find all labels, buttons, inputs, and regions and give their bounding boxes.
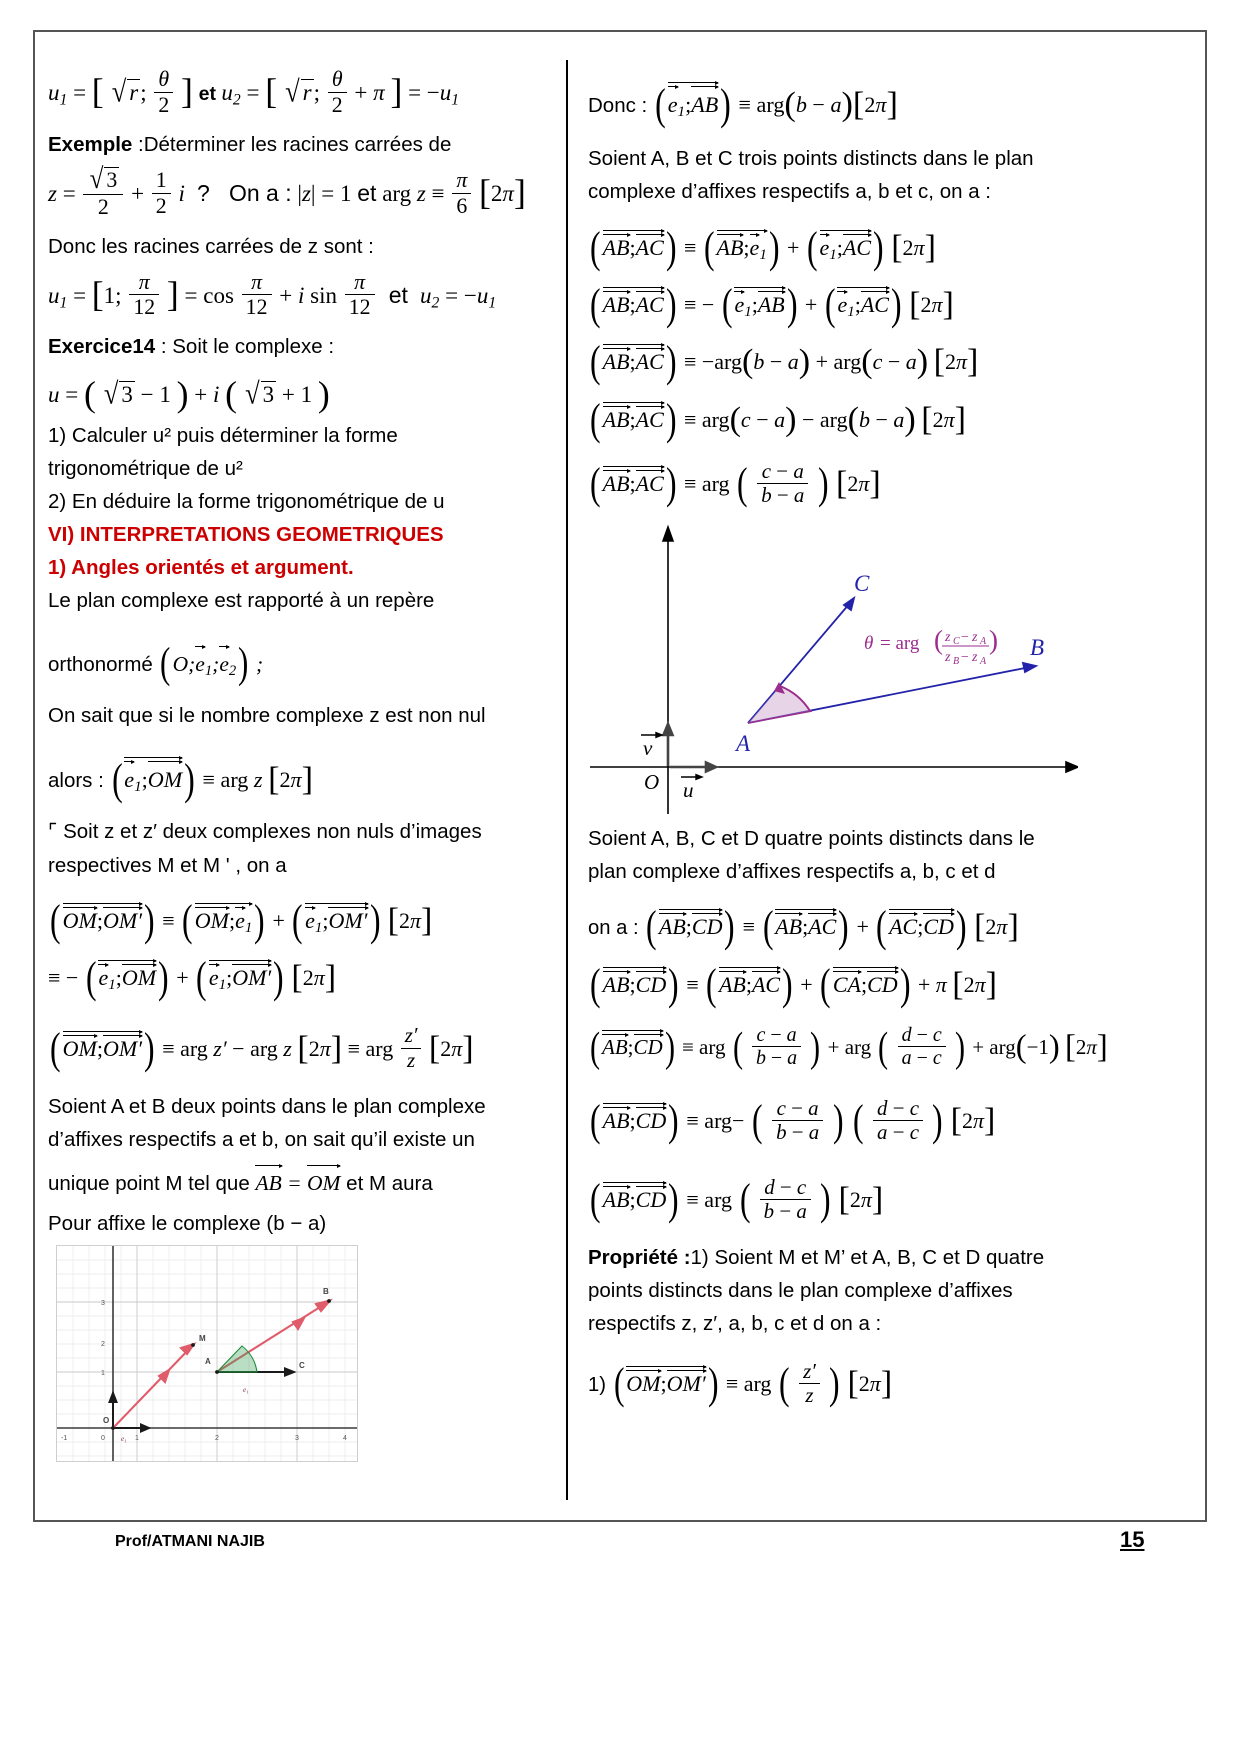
example-paragraph <box>48 129 544 160</box>
propriete-text-2: points distincts dans le plan complexe d’affixes <box>588 1279 1013 1303</box>
svg-text:M: M <box>199 1333 206 1343</box>
svg-text:2: 2 <box>215 1434 219 1442</box>
svg-text:4: 4 <box>343 1434 347 1442</box>
question-2: 2) En déduire la forme trigonométrique de u <box>48 489 445 513</box>
on-a-prefix: on a : <box>588 917 645 940</box>
soient-abc-line2: complexe d’affixes respectifs a, b et c, on a : <box>588 180 991 204</box>
soient-ab-line2: d’affixes respectifs a et b, on sait qu’il existe un <box>48 1127 475 1151</box>
prop-eq-1: 1) (OM;OM′) ≡ arg ( $\frac{z'}{z}$ ) [2π] <box>588 1358 893 1409</box>
eq-ab-ac-5: (AB;AC) ≡ arg ( $\frac{c - a}{b - a}$ ) [2π] <box>590 458 881 509</box>
eq-cd-1: on a : (AB;CD) ≡ (AB;AC) + (AC;CD) [2π] <box>588 902 1019 952</box>
soient-ab-line3: unique point M tel que AB = OM et M aura <box>48 1163 544 1200</box>
eq-ab-ac-4: (AB;AC) ≡ arg(c − a) − arg(b − a) [2π] <box>590 394 966 444</box>
svg-text:z: z <box>945 630 951 646</box>
soient-ab-line1: Soient A et B deux points dans le plan complexe <box>48 1094 486 1118</box>
plan-complexe-line2: orthonormé $(O;e_1;e_2)$ ; <box>48 640 264 688</box>
soient-abc-line1: Soient A, B et C trois points distincts dans le plan <box>588 147 1034 171</box>
svg-text:A: A <box>205 1356 211 1366</box>
eq-cd-5: (AB;CD) ≡ arg ( $\frac{d - c}{b - a}$ ) [2π] <box>590 1174 884 1225</box>
soient-abcd-line2: plan complexe d’affixes respectifs a, b, c et d <box>588 860 996 884</box>
svg-text:z: z <box>945 650 951 666</box>
eq-u1-u2: $u_1 = [1$; $\frac{\pi}{12}$ ] = cos $\frac{\pi}{12}$ + i sin $\frac{\pi}{12}$ et $u_2 = -u_1$ <box>48 269 497 320</box>
question-1-line1: 1) Calculer u² puis déterminer la forme <box>48 423 398 447</box>
on-sait-line: On sait que si le nombre complexe z est non nul <box>48 703 486 727</box>
donc-prefix: Donc : <box>588 94 653 117</box>
question-1-line2: trigonométrique de u² <box>48 456 243 480</box>
svg-text:C: C <box>299 1360 305 1370</box>
example-label: Exemple <box>48 132 133 156</box>
svg-text:A: A <box>736 731 751 757</box>
figure-grid-repere <box>56 1245 358 1462</box>
svg-text:0: 0 <box>101 1434 105 1442</box>
svg-text:z: z <box>972 630 978 646</box>
figure-angle-diagram <box>588 519 1078 819</box>
svg-text:1: 1 <box>135 1434 139 1442</box>
example-text: :Déterminer les racines carrées de <box>132 132 452 156</box>
column-divider <box>566 60 572 1500</box>
prop-eq-1-prefix: 1) <box>588 1374 612 1397</box>
propriete-label: Propriété : <box>588 1245 691 1269</box>
svg-text:): ) <box>989 625 998 656</box>
svg-text:B: B <box>323 1286 329 1296</box>
propriete-text-3: respectifs z, z′, a, b, c et d on a : <box>588 1312 882 1336</box>
soient-abcd-line1: Soient A, B, C et D quatre points distincts dans le <box>588 827 1035 851</box>
eq-example-z: z = $\frac{√ 3}{2}$ + $\frac{1}{2}$ i ? On a : |z| = 1 et arg z ≡ $\frac{\pi}{6}$ [2π] <box>48 164 526 220</box>
svg-text:-1: -1 <box>61 1434 68 1442</box>
orthonorme-label: orthonormé <box>48 652 153 676</box>
soient-ab-line3-post: et M aura <box>340 1171 433 1195</box>
alors-line: alors : $(e_1;OM)$ ≡ arg z [2π] <box>48 755 314 805</box>
svg-text:O: O <box>103 1415 110 1425</box>
svg-text:e₁: e₁ <box>121 1434 127 1443</box>
svg-text:O: O <box>644 770 660 795</box>
exercice-paragraph <box>48 331 544 362</box>
eq-om-3: (OM;OM′) ≡ arg z′ − arg z [2π] ≡ arg $\frac{z'}{z}$ [2π] <box>50 1023 474 1073</box>
exercice-text: : Soit le complexe : <box>155 335 335 359</box>
eq-ab-ac-2: (AB;AC) ≡ − $(e_1;AB)$ + $(e_1;AC)$ [2π] <box>590 280 954 330</box>
svg-text:C: C <box>953 636 960 648</box>
exercice-label: Exercice14 <box>48 335 156 359</box>
svg-text:A: A <box>980 636 987 648</box>
svg-text:1: 1 <box>101 1369 105 1377</box>
eq-om-2: ≡ − $(e_1;OM)$ + $(e_1;OM')$ [2π] <box>48 953 337 1003</box>
plan-complexe-line1: Le plan complexe est rapporté à un repère <box>48 589 435 613</box>
footer-author: Prof/ATMANI NAJIB <box>115 1533 265 1550</box>
eq-u-def: u = ( √ 3 − 1 ) + i ( √ 3 + 1 ) <box>48 373 330 414</box>
eq-cd-4: (AB;CD) ≡ arg− ( $\frac{c - a}{b - a}$ ) ( $\frac{d - c}{a - c}$ ) [2π] <box>590 1095 996 1146</box>
svg-text:B: B <box>953 656 960 668</box>
svg-text:v: v <box>643 736 653 761</box>
propriete-paragraph <box>588 1242 1188 1273</box>
eq-cd-3: (AB;CD) ≡ arg ( $\frac{c - a}{b - a}$ ) + arg ( $\frac{d - c}{a - c}$ ) + arg(−1) [2π] <box>589 1024 1108 1071</box>
svg-text:e₁: e₁ <box>243 1385 249 1394</box>
svg-text:−: − <box>961 630 969 646</box>
soient-ab-line4: Pour affixe le complexe (b − a) <box>48 1211 327 1235</box>
soit-z-line1 <box>48 816 544 847</box>
right-column <box>588 60 1188 1510</box>
soit-z-line2: respectives M et M ' , on a <box>48 853 287 877</box>
alors-prefix: alors : <box>48 769 110 793</box>
corner-marker-icon: ⌜ <box>48 821 58 844</box>
line-donc-racines: Donc les racines carrées de z sont : <box>48 235 374 259</box>
svg-text:u: u <box>683 778 694 803</box>
svg-text:B: B <box>1030 635 1045 661</box>
two-column-layout <box>48 60 1193 1510</box>
eq-ab-ac-1: (AB;AC) ≡ $(AB;e_1)$ + $(e_1;AC)$ [2π] <box>590 222 936 272</box>
svg-text:= arg: = arg <box>880 633 920 655</box>
eq-om-1: (OM;OM′) ≡ $(OM;e_1)$ + $(e_1;OM')$ [2π] <box>50 896 433 945</box>
left-column <box>48 60 556 1510</box>
svg-text:2: 2 <box>101 1340 105 1348</box>
svg-text:(: ( <box>934 625 943 656</box>
footer-page-number: 15 <box>1120 1527 1145 1552</box>
svg-text:−: − <box>961 650 969 666</box>
section-heading: VI) INTERPRETATIONS GEOMETRIQUES <box>48 523 444 547</box>
svg-text:3: 3 <box>101 1299 105 1307</box>
svg-text:3: 3 <box>295 1434 299 1442</box>
eq-ab-ac-3: (AB;AC) ≡ −arg(b − a) + arg(c − a) [2π] <box>590 337 979 387</box>
svg-text:A: A <box>980 656 987 668</box>
subsection-heading: 1) Angles orientés et argument. <box>48 556 354 580</box>
soient-ab-line3-pre: unique point M tel que <box>48 1171 256 1195</box>
soit-z-text: Soit z et z′ deux complexes non nuls d’images <box>63 820 482 844</box>
propriete-text-1: 1) Soient M et M’ et A, B, C et D quatre <box>690 1245 1045 1269</box>
svg-text:z: z <box>972 650 978 666</box>
eq-cd-2: (AB;CD) ≡ (AB;AC) + (CA;CD) + π [2π] <box>590 959 998 1009</box>
donc-line: Donc : $(e_1;AB) \equiv arg(b - a)[2\pi]$ <box>588 80 898 130</box>
svg-text:θ: θ <box>864 633 874 655</box>
svg-text:C: C <box>854 571 870 597</box>
eq-roots-general: $u_1$ = [ √ r; $\frac{\theta}{2}$ ] et $u_2$ = [ √ r; $\frac{\theta}{2}$ + π ] = $-u_1$ <box>48 67 460 117</box>
